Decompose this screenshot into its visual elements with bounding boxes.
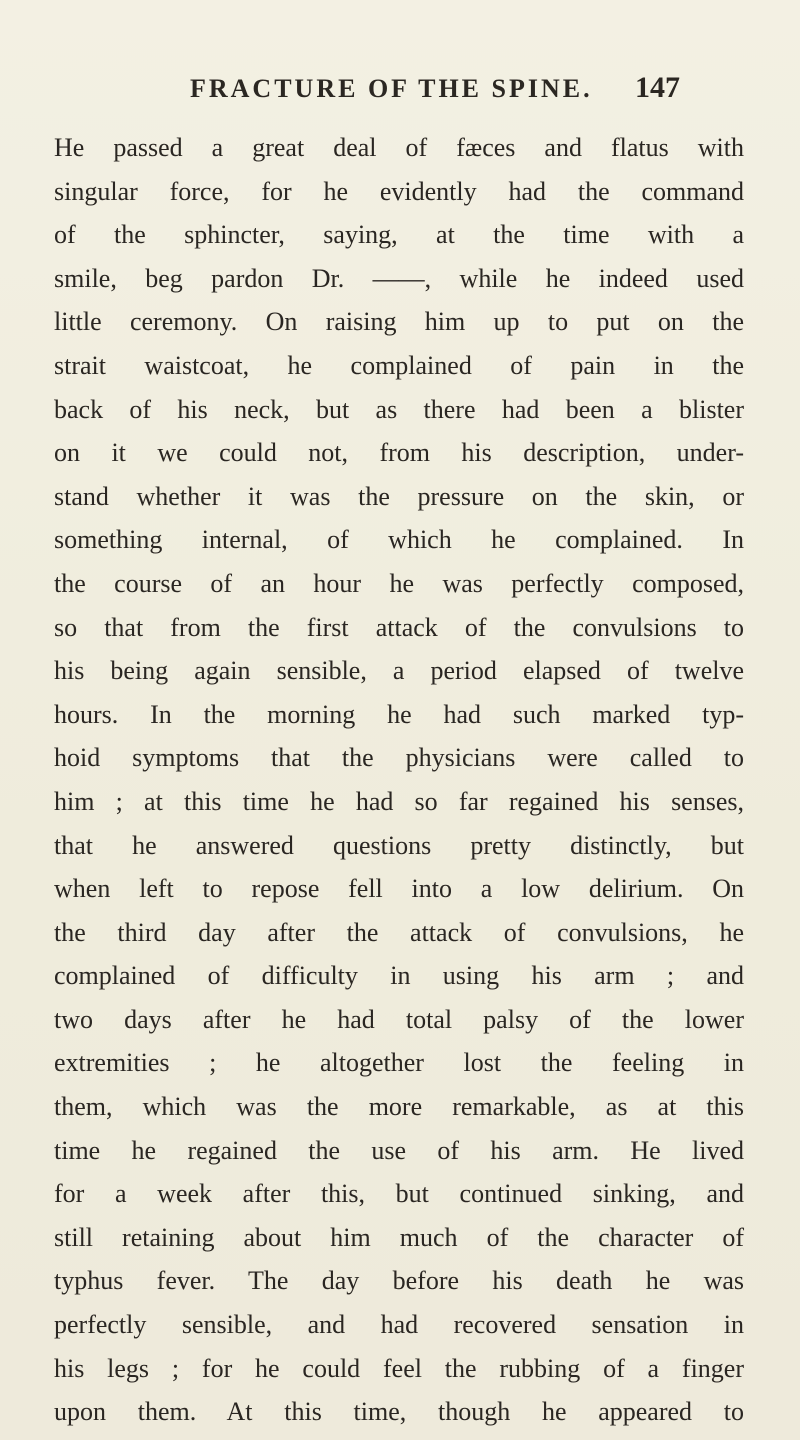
text-line: smile, beg pardon Dr. ——, while he indeed used xyxy=(54,263,744,293)
text-line: strait waistcoat, he complained of pain in the xyxy=(54,350,744,380)
text-line: time he regained the use of his arm. He lived xyxy=(54,1135,744,1165)
text-line: so that from the first attack of the convulsions to xyxy=(54,612,744,642)
text-line: still retaining about him much of the character of xyxy=(54,1222,744,1252)
text-line: them, which was the more remarkable, as at this xyxy=(54,1092,744,1122)
text-line: two days after he had total palsy of the lower xyxy=(54,1004,744,1034)
body-text xyxy=(54,126,744,1434)
text-line: perfectly sensible, and had recovered sensation in xyxy=(54,1310,744,1340)
text-line: his legs ; for he could feel the rubbing of a finger xyxy=(54,1353,744,1383)
text-line: upon them. At this time, though he appeared to xyxy=(54,1397,744,1427)
text-line: the third day after the attack of convulsions, he xyxy=(54,917,744,947)
text-line: for a week after this, but continued sinking, and xyxy=(54,1179,744,1209)
text-line: that he answered questions pretty distinctly, but xyxy=(54,830,744,860)
text-line: extremities ; he altogether lost the feeling in xyxy=(54,1048,744,1078)
text-line: on it we could not, from his description, under- xyxy=(54,438,744,468)
text-line: back of his neck, but as there had been a blister xyxy=(54,394,744,424)
text-line: complained of difficulty in using his arm ; and xyxy=(54,961,744,991)
text-line: little ceremony. On raising him up to put on the xyxy=(54,307,744,337)
text-line: hoid symptoms that the physicians were called to xyxy=(54,743,744,773)
text-line: of the sphincter, saying, at the time with a xyxy=(54,220,744,250)
text-line: stand whether it was the pressure on the skin, or xyxy=(54,481,744,511)
page-number: 147 xyxy=(635,71,680,104)
text-line: typhus fever. The day before his death he was xyxy=(54,1266,744,1296)
running-head xyxy=(190,71,680,108)
text-line: singular force, for he evidently had the command xyxy=(54,176,744,206)
text-line: hours. In the morning he had such marked typ- xyxy=(54,699,744,729)
text-line: something internal, of which he complained. In xyxy=(54,525,744,555)
running-title: FRACTURE OF THE SPINE. xyxy=(190,74,593,103)
text-line: his being again sensible, a period elapsed of twelve xyxy=(54,656,744,686)
text-line: him ; at this time he had so far regained his senses, xyxy=(54,786,744,816)
text-line: the course of an hour he was perfectly composed, xyxy=(54,568,744,598)
text-line: when left to repose fell into a low delirium. On xyxy=(54,874,744,904)
text-line: He passed a great deal of fæces and flatus with xyxy=(54,133,744,162)
